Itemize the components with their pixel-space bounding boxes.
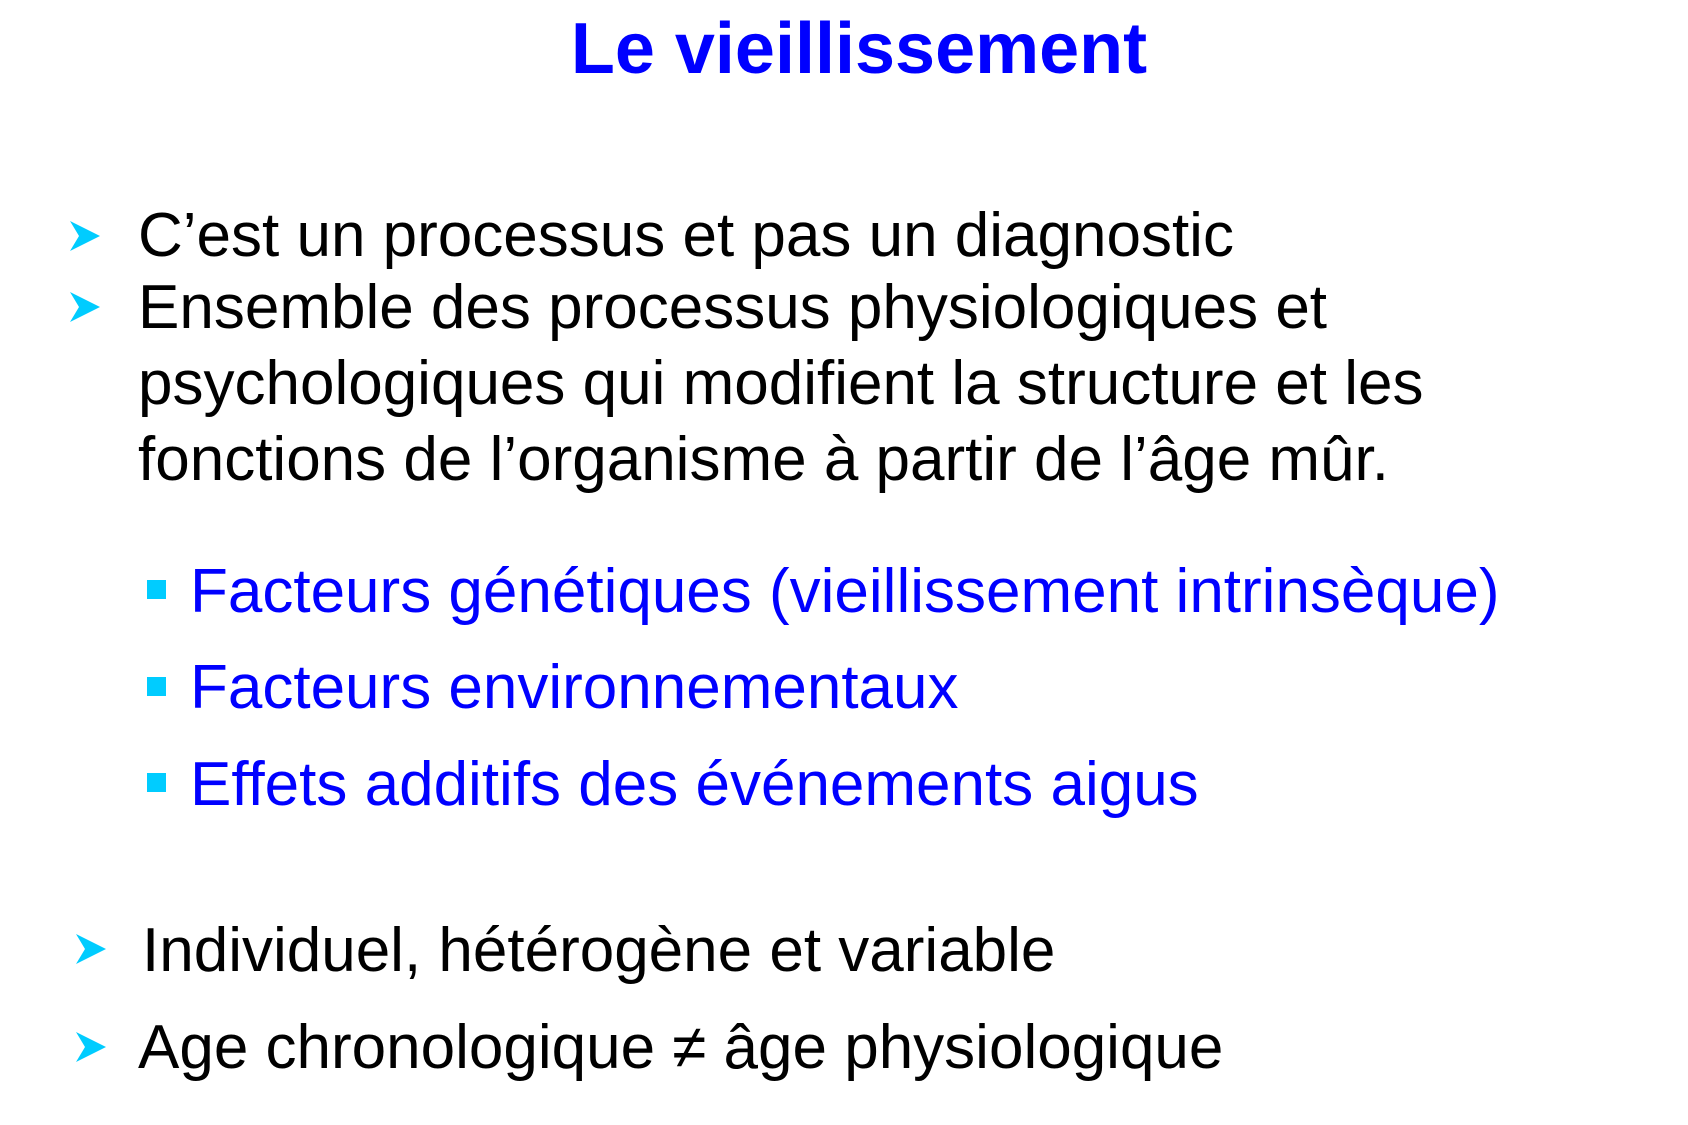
- square-bullet-icon: [147, 580, 166, 599]
- sub-bullet-2-text: Facteurs environnementaux: [190, 653, 959, 722]
- sub-bullet-3-text: Effets additifs des événements aigus: [190, 750, 1199, 819]
- arrow-bullet-icon: [66, 217, 102, 255]
- sub-bullet-1-text: Facteurs génétiques (vieillissement intrinsèque): [190, 557, 1500, 626]
- arrow-bullet-icon: [72, 930, 108, 968]
- bullet-4-text: Age chronologique ≠ âge physiologique: [138, 1013, 1224, 1082]
- arrow-bullet-icon: [66, 288, 102, 326]
- bullet-3-text: Individuel, hétérogène et variable: [142, 916, 1056, 985]
- square-bullet-icon: [147, 773, 166, 792]
- bullet-2-line-1: Ensemble des processus physiologiques et: [138, 273, 1328, 342]
- bullet-1-text: C’est un processus et pas un diagnostic: [138, 201, 1234, 270]
- arrow-bullet-icon: [72, 1028, 108, 1066]
- bullet-2-line-3: fonctions de l’organisme à partir de l’âge mûr.: [138, 425, 1389, 494]
- square-bullet-icon: [147, 677, 166, 696]
- bullet-2-line-2: psychologiques qui modifient la structure et les: [138, 349, 1424, 418]
- slide-title: Le vieillissement: [570, 9, 1148, 89]
